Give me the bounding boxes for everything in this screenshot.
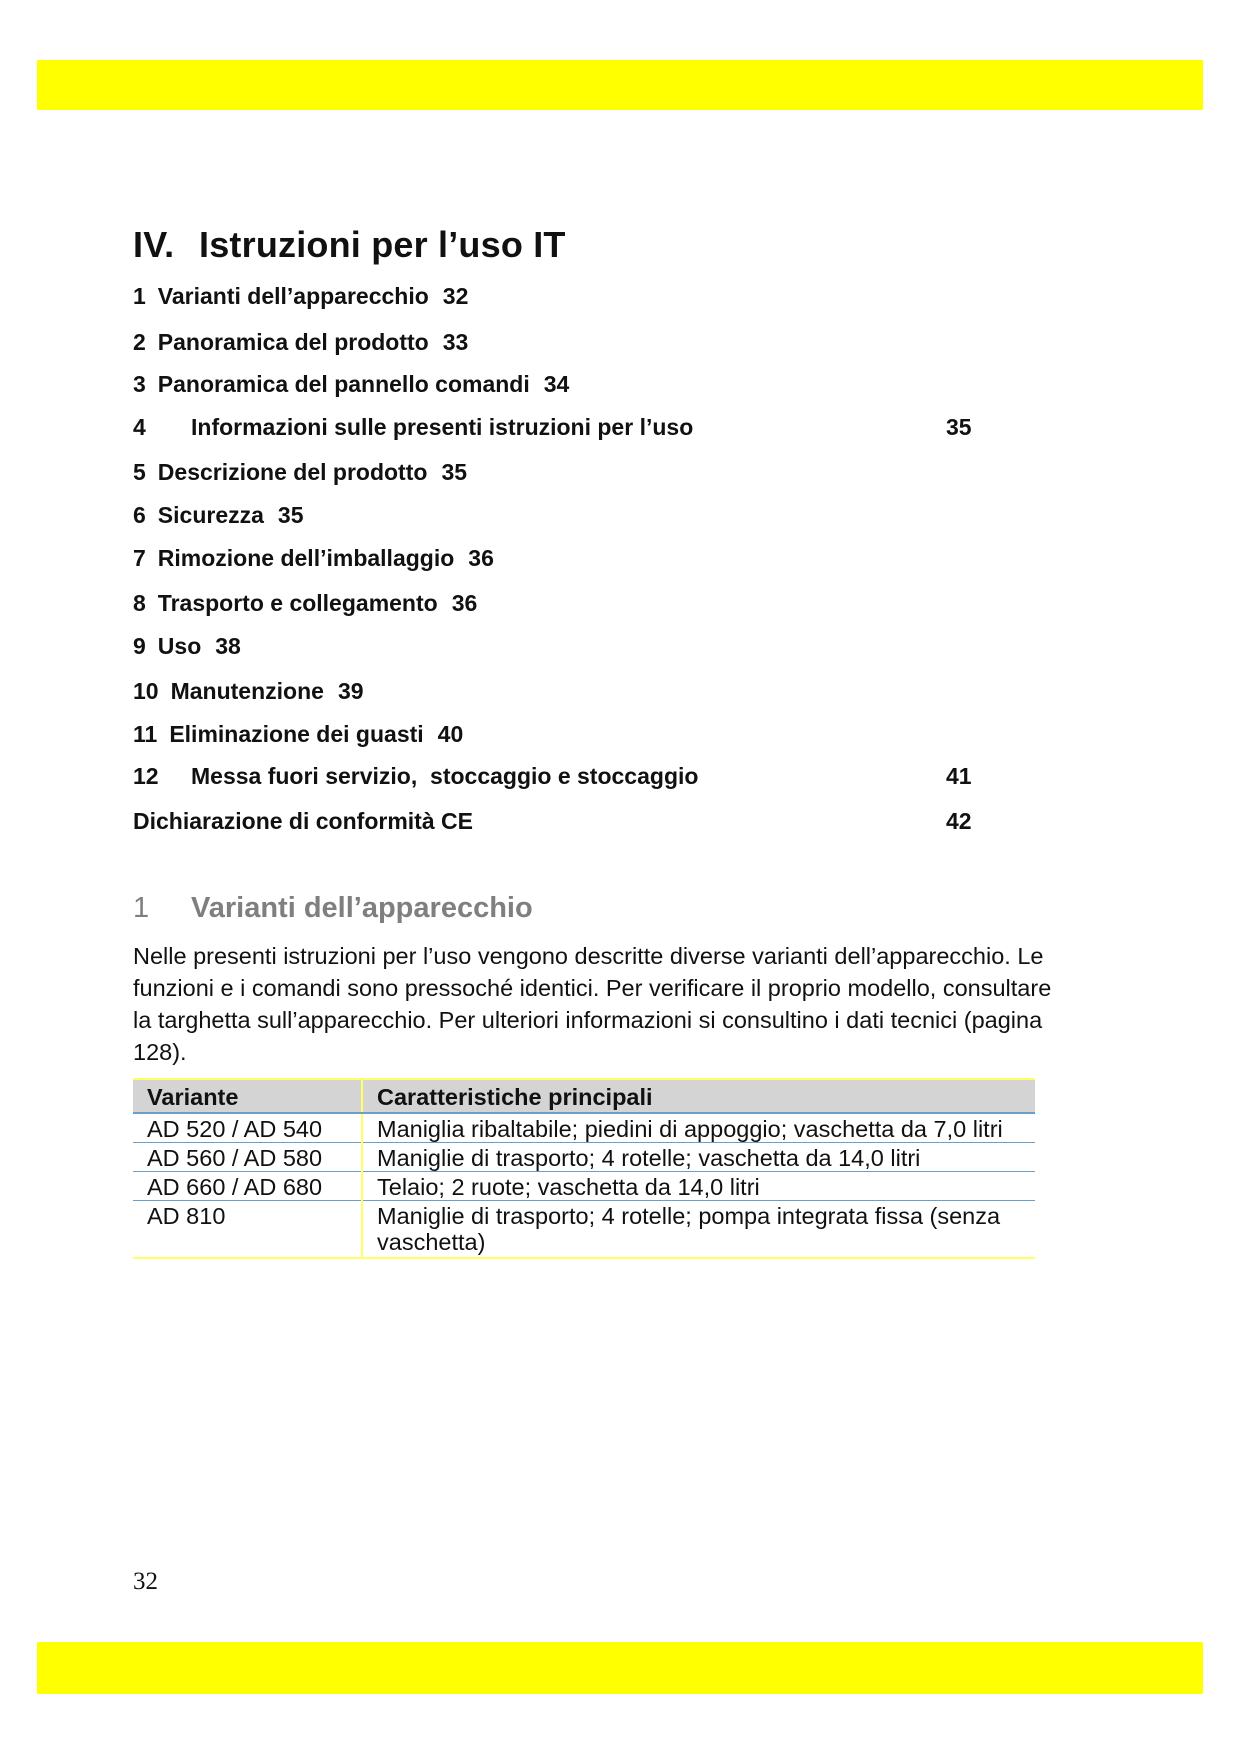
intro-paragraph: Nelle presenti istruzioni per l’uso vengono descritte diverse varianti dell’apparecchio. Le funzioni e i comandi sono pressoché identici. Per verificare il proprio modello, consultare la targhetta sull’apparecchio. Per ulteriori informazioni si consultino i dati tecnici (pagina 128). bbox=[133, 943, 1052, 1065]
toc-page-number: 41 bbox=[946, 763, 972, 789]
table-row bbox=[133, 1172, 1035, 1201]
toc-page-number: 42 bbox=[946, 808, 972, 834]
section-number: 1 bbox=[133, 892, 150, 924]
footer-yellow-band bbox=[37, 1642, 1203, 1694]
toc-entry[interactable]: 12 Messa fuori servizio, stoccaggio e stoccaggio bbox=[133, 763, 699, 789]
variant-cell: AD 660 / AD 680 bbox=[133, 1172, 362, 1201]
page-title bbox=[133, 224, 566, 266]
toc-entry[interactable]: 8 Trasporto e collegamento 36 bbox=[133, 590, 478, 616]
toc-entry[interactable]: 7 Rimozione dell’imballaggio 36 bbox=[133, 545, 494, 571]
variant-cell: AD 560 / AD 580 bbox=[133, 1143, 362, 1172]
features-cell: Telaio; 2 ruote; vaschetta da 14,0 litri bbox=[362, 1172, 1035, 1201]
page-number: 32 bbox=[133, 1568, 158, 1595]
title-number: IV. bbox=[133, 224, 175, 265]
variants-table bbox=[133, 1078, 1035, 1259]
section-title: Varianti dell’apparecchio bbox=[191, 892, 533, 924]
features-cell: Maniglia ribaltabile; piedini di appoggio; vaschetta da 7,0 litri bbox=[362, 1113, 1035, 1143]
toc-entry[interactable]: 3 Panoramica del pannello comandi 34 bbox=[133, 371, 570, 397]
toc-page-number: 35 bbox=[946, 414, 972, 440]
column-header-features: Caratteristiche principali bbox=[362, 1079, 1035, 1113]
header-yellow-band bbox=[37, 60, 1203, 110]
section-heading bbox=[133, 892, 533, 925]
column-header-variant: Variante bbox=[133, 1079, 362, 1113]
table-row bbox=[133, 1113, 1035, 1143]
toc-entry[interactable]: 5 Descrizione del prodotto 35 bbox=[133, 459, 468, 485]
toc-entry[interactable]: 1 Varianti dell’apparecchio 32 bbox=[133, 283, 469, 309]
table-header-row bbox=[133, 1079, 1035, 1113]
toc-entry[interactable]: 4 Informazioni sulle presenti istruzioni per l’uso bbox=[133, 414, 694, 440]
toc-entry[interactable]: 2 Panoramica del prodotto 33 bbox=[133, 329, 469, 355]
features-cell: Maniglie di trasporto; 4 rotelle; pompa integrata fissa (senza vaschetta) bbox=[362, 1201, 1035, 1259]
toc-entry[interactable]: 11 Eliminazione dei guasti 40 bbox=[133, 721, 464, 747]
toc-entry[interactable]: Dichiarazione di conformità CE bbox=[133, 808, 473, 834]
toc-entry[interactable]: 10 Manutenzione 39 bbox=[133, 678, 364, 704]
variant-cell: AD 810 bbox=[133, 1201, 362, 1259]
title-text: Istruzioni per l’uso IT bbox=[199, 224, 566, 265]
toc-entry[interactable]: 9 Uso 38 bbox=[133, 633, 241, 659]
variant-cell: AD 520 / AD 540 bbox=[133, 1113, 362, 1143]
toc-entry[interactable]: 6 Sicurezza 35 bbox=[133, 502, 304, 528]
table-row bbox=[133, 1201, 1035, 1259]
table-row bbox=[133, 1143, 1035, 1172]
features-cell: Maniglie di trasporto; 4 rotelle; vaschetta da 14,0 litri bbox=[362, 1143, 1035, 1172]
